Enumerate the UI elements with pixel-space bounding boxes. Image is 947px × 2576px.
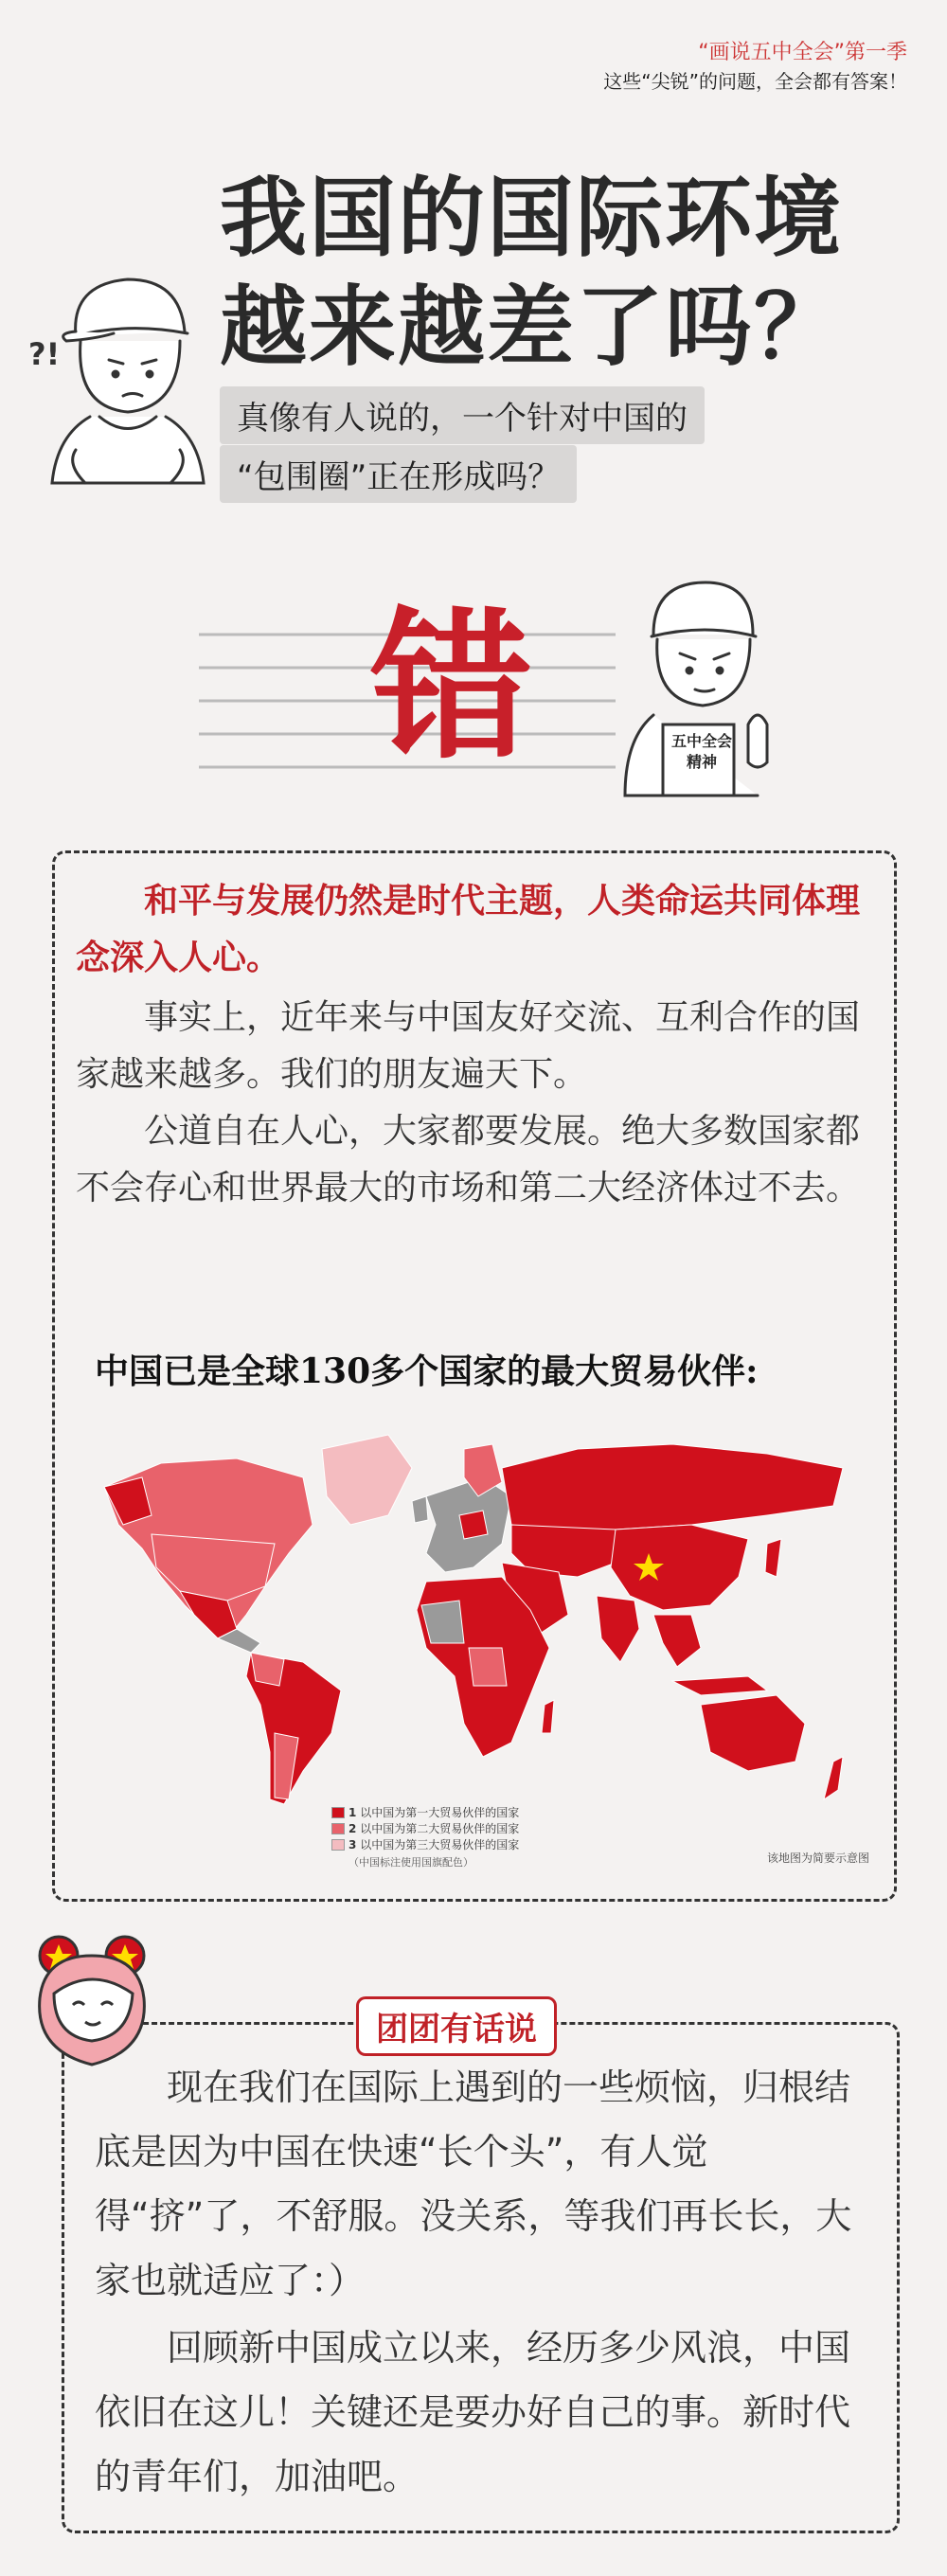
subtitle-line2: “包围圈”正在形成吗？ <box>220 445 577 503</box>
legend-label: 以中国为第三大贸易伙伴的国家 <box>360 1838 520 1852</box>
legend-label: 以中国为第二大贸易伙伴的国家 <box>360 1822 520 1835</box>
speech-paragraph-history: 回顾新中国成立以来，经历多少风浪，中国依旧在这儿！关键还是要办好自己的事。新时代的青年们，加油吧。 <box>95 2327 851 2497</box>
map-russia <box>502 1444 843 1534</box>
series-tagline: 这些“尖锐”的问题，全会都有答案！ <box>603 70 907 93</box>
legend-num: 3 <box>348 1837 357 1852</box>
confused-boy-illustration <box>38 246 218 502</box>
legend-swatch-third <box>331 1839 345 1851</box>
map-greenland <box>322 1435 412 1525</box>
map-new-zealand <box>824 1757 843 1799</box>
page-title-line2: 越来越差了吗？ <box>220 277 844 378</box>
map-madagascar <box>542 1700 554 1733</box>
map-uk <box>412 1496 428 1523</box>
subtitle-line1: 真像有人说的，一个针对中国的 <box>220 386 705 444</box>
legend-swatch-first <box>331 1807 345 1818</box>
map-legend <box>331 1804 519 1869</box>
speech-paragraph-growth: 现在我们在国际上遇到的一些烦恼，归根结底是因为中国在快速“长个头”，有人觉得“挤”了，不舒服。没关系，等我们再长长，大家也就适应了：） <box>95 2066 852 2301</box>
lead-statement: 和平与发展仍然是时代主题，人类命运共同体理念深入人心。 <box>76 882 861 977</box>
map-disclaimer: 该地图为简要示意图 <box>767 1852 870 1865</box>
map-title: 中国已是全球130多个国家的最大贸易伙伴: <box>95 1351 759 1391</box>
map-china <box>611 1525 748 1610</box>
legend-item-third <box>331 1836 519 1852</box>
world-trade-partner-map <box>85 1411 871 1818</box>
legend-item-first <box>331 1804 519 1820</box>
spirit-sign-text: 五中全会精神 <box>670 732 732 771</box>
speech-title: 团团有话说 <box>356 1996 557 2056</box>
map-africa-central <box>469 1648 507 1686</box>
map-india <box>597 1596 639 1662</box>
verdict-wrong-mark: 错 <box>371 592 533 781</box>
legend-num: 2 <box>348 1821 357 1835</box>
map-japan <box>765 1539 781 1577</box>
map-germany <box>459 1511 488 1539</box>
map-australia <box>701 1695 805 1771</box>
legend-label: 以中国为第一大贸易伙伴的国家 <box>360 1806 520 1819</box>
question-mark: ?! <box>28 336 61 372</box>
paragraph-friends: 事实上，近年来与中国友好交流、互利合作的国家越来越多。我们的朋友遍天下。 <box>76 998 861 1094</box>
legend-item-second <box>331 1820 519 1836</box>
paragraph-justice: 公道自在人心，大家都要发展。绝大多数国家都不会存心和世界最大的市场和第二大经济体过不去。 <box>76 1112 861 1208</box>
map-southeast-asia <box>653 1615 701 1667</box>
legend-num: 1 <box>348 1805 357 1819</box>
map-indonesia <box>672 1676 767 1695</box>
series-title: “画说五中全会”第一季 <box>698 41 907 64</box>
page-title-line1: 我国的国际环境 <box>220 168 844 269</box>
legend-note: （中国标注使用国旗配色） <box>348 1856 474 1869</box>
legend-swatch-second <box>331 1823 345 1834</box>
